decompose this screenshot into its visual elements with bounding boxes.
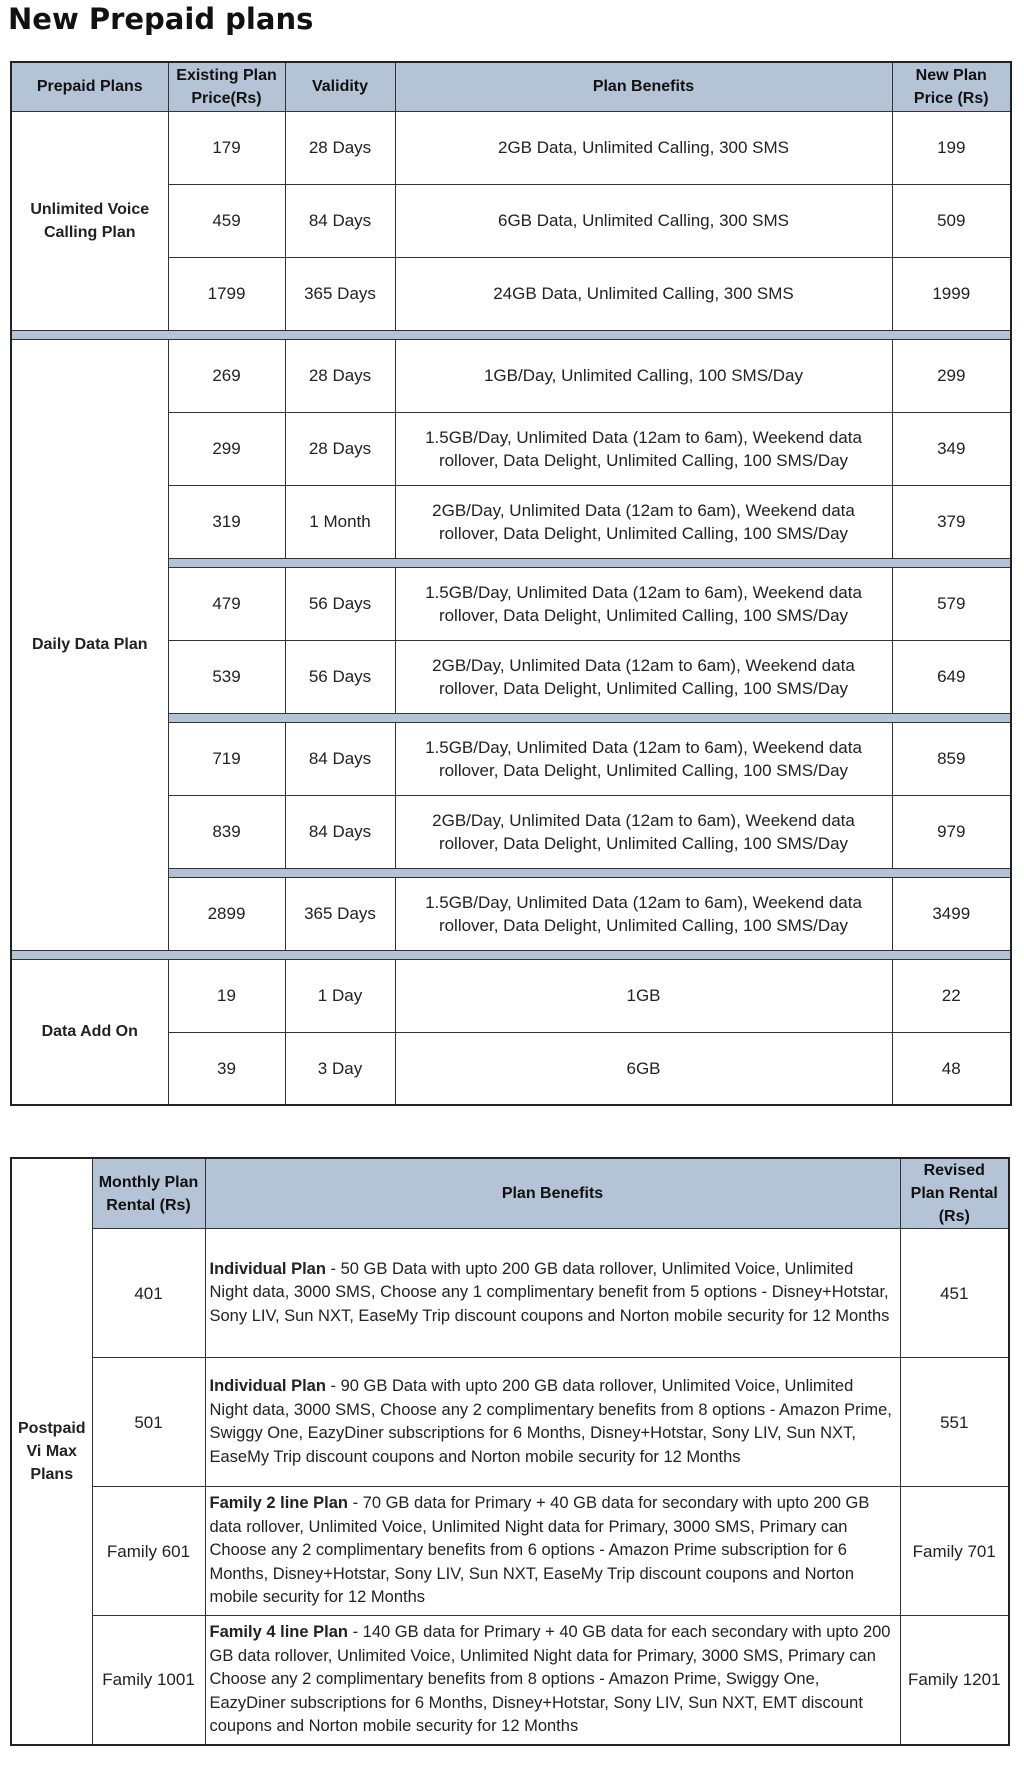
new-price: 859 — [892, 722, 1011, 795]
existing-price: 1799 — [168, 257, 285, 330]
header-monthly-rental: Monthly Plan Rental (Rs) — [92, 1158, 205, 1229]
validity: 56 Days — [285, 640, 395, 713]
group-unlimited-voice: Unlimited Voice Calling Plan — [11, 111, 168, 330]
new-price: 979 — [892, 795, 1011, 868]
plan-benefit: 1GB/Day, Unlimited Calling, 100 SMS/Day — [395, 339, 892, 412]
monthly-rental: 401 — [92, 1229, 205, 1358]
group-separator — [11, 330, 1011, 339]
table-row — [11, 339, 1011, 412]
monthly-rental: Family 601 — [92, 1487, 205, 1616]
validity: 84 Days — [285, 722, 395, 795]
header-validity: Validity — [285, 62, 395, 111]
new-price: 48 — [892, 1032, 1011, 1105]
revised-rental: Family 1201 — [900, 1616, 1009, 1745]
header-plan-benefits: Plan Benefits — [395, 62, 892, 111]
validity: 28 Days — [285, 111, 395, 184]
existing-price: 719 — [168, 722, 285, 795]
existing-price: 179 — [168, 111, 285, 184]
plan-benefit: 1.5GB/Day, Unlimited Data (12am to 6am), Weekend data rollover, Data Delight, Unlimited Calling, 100 SMS/Day — [395, 412, 892, 485]
new-price: 349 — [892, 412, 1011, 485]
table-row — [11, 1487, 1009, 1616]
existing-price: 2899 — [168, 877, 285, 950]
plan-benefit: 2GB Data, Unlimited Calling, 300 SMS — [395, 111, 892, 184]
revised-rental: 451 — [900, 1229, 1009, 1358]
new-price: 3499 — [892, 877, 1011, 950]
header-prepaid-plans: Prepaid Plans — [11, 62, 168, 111]
new-price: 579 — [892, 567, 1011, 640]
new-price: 1999 — [892, 257, 1011, 330]
table-row — [11, 959, 1011, 1032]
existing-price: 539 — [168, 640, 285, 713]
group-daily-data: Daily Data Plan — [11, 339, 168, 950]
plan-benefit: 2GB/Day, Unlimited Data (12am to 6am), Weekend data rollover, Data Delight, Unlimited Calling, 100 SMS/Day — [395, 640, 892, 713]
plan-benefit-text: - 90 GB Data with upto 200 GB data rollover, Unlimited Voice, Unlimited Night data, 3000 SMS, Choose any 2 complimentary benefits from 8 options - Amazon Prime, Swiggy One, EazyDiner subscriptions for 6 Months, Disney+Hotstar, Sony LIV, Sun NXT, EaseMy Trip discount coupons and Norton mobile security for 12 Months — [209, 1377, 892, 1466]
plan-benefit: 1.5GB/Day, Unlimited Data (12am to 6am), Weekend data rollover, Data Delight, Unlimited Calling, 100 SMS/Day — [395, 567, 892, 640]
plan-benefit: 6GB Data, Unlimited Calling, 300 SMS — [395, 184, 892, 257]
existing-price: 839 — [168, 795, 285, 868]
group-data-add-on: Data Add On — [11, 959, 168, 1105]
validity: 28 Days — [285, 339, 395, 412]
plan-name: Individual Plan — [209, 1259, 326, 1278]
validity: 365 Days — [285, 257, 395, 330]
plan-name: Family 4 line Plan — [209, 1623, 348, 1641]
new-price: 509 — [892, 184, 1011, 257]
header-plan-benefits: Plan Benefits — [205, 1158, 900, 1229]
validity: 84 Days — [285, 184, 395, 257]
validity: 1 Day — [285, 959, 395, 1032]
validity: 84 Days — [285, 795, 395, 868]
revised-rental: Family 701 — [900, 1487, 1009, 1616]
revised-rental: 551 — [900, 1358, 1009, 1487]
plan-benefit — [205, 1229, 900, 1358]
plan-benefit: 1GB — [395, 959, 892, 1032]
new-price: 22 — [892, 959, 1011, 1032]
new-price: 379 — [892, 485, 1011, 558]
new-price: 649 — [892, 640, 1011, 713]
validity: 365 Days — [285, 877, 395, 950]
plan-benefit — [205, 1616, 900, 1745]
validity: 28 Days — [285, 412, 395, 485]
existing-price: 479 — [168, 567, 285, 640]
plan-benefit — [205, 1358, 900, 1487]
table-row — [11, 111, 1011, 184]
header-revised-rental: Revised Plan Rental (Rs) — [900, 1158, 1009, 1229]
plan-benefit-text: - 70 GB data for Primary + 40 GB data for secondary with upto 200 GB data rollover, Unlimited Voice, Unlimited Night data for Primary, 3000 SMS, Primary can Choose any 2 complimentary benefits from 6 options - Amazon Prime subscription for 6 Months, Disney+Hotstar, Sony LIV, Sun NXT, EaseMy Trip discount coupons and Norton mobile security for 12 Months — [209, 1494, 870, 1607]
plan-benefit: 1.5GB/Day, Unlimited Data (12am to 6am), Weekend data rollover, Data Delight, Unlimited Calling, 100 SMS/Day — [395, 877, 892, 950]
plan-benefit: 2GB/Day, Unlimited Data (12am to 6am), Weekend data rollover, Data Delight, Unlimited Calling, 100 SMS/Day — [395, 795, 892, 868]
existing-price: 319 — [168, 485, 285, 558]
header-new-price: New Plan Price (Rs) — [892, 62, 1011, 111]
plan-benefit: 1.5GB/Day, Unlimited Data (12am to 6am), Weekend data rollover, Data Delight, Unlimited Calling, 100 SMS/Day — [395, 722, 892, 795]
existing-price: 459 — [168, 184, 285, 257]
plan-benefit-text: - 140 GB data for Primary + 40 GB data for each secondary with upto 200 GB data rollover, Unlimited Voice, Unlimited Night data for Primary, 3000 SMS, Primary can Choose any 2 complimentary benefits from 8 options - Amazon Prime, Swiggy One, EazyDiner subscriptions for 6 Months, Disney+Hotstar, Sony LIV, Sun NXT, EMT discount coupons and Norton mobile security for 12 Months — [209, 1623, 891, 1735]
plan-benefit-text: - 50 GB Data with upto 200 GB data rollover, Unlimited Voice, Unlimited Night data, 3000 SMS, Choose any 1 complimentary benefit from 5 options - Disney+Hotstar, Sony LIV, Sun NXT, EaseMy Trip discount coupons and Norton mobile security for 12 Months — [209, 1259, 890, 1325]
table-row — [11, 1358, 1009, 1487]
validity: 1 Month — [285, 485, 395, 558]
plan-name: Individual Plan — [209, 1377, 326, 1395]
plan-benefit — [205, 1487, 900, 1616]
monthly-rental: 501 — [92, 1358, 205, 1487]
table-row — [11, 1229, 1009, 1358]
new-price: 299 — [892, 339, 1011, 412]
prepaid-plans-table — [10, 61, 1012, 1106]
plan-benefit: 6GB — [395, 1032, 892, 1105]
postpaid-vi-max-label: Postpaid Vi Max Plans — [11, 1158, 92, 1745]
plan-name: Family 2 line Plan — [209, 1494, 348, 1513]
table-row — [11, 1616, 1009, 1745]
existing-price: 19 — [168, 959, 285, 1032]
validity: 56 Days — [285, 567, 395, 640]
plan-benefit: 2GB/Day, Unlimited Data (12am to 6am), Weekend data rollover, Data Delight, Unlimited Calling, 100 SMS/Day — [395, 485, 892, 558]
monthly-rental: Family 1001 — [92, 1616, 205, 1745]
page-title: New Prepaid plans — [8, 2, 314, 36]
existing-price: 269 — [168, 339, 285, 412]
table-header-row — [11, 62, 1011, 111]
validity: 3 Day — [285, 1032, 395, 1105]
existing-price: 39 — [168, 1032, 285, 1105]
header-existing-price: Existing Plan Price(Rs) — [168, 62, 285, 111]
new-price: 199 — [892, 111, 1011, 184]
existing-price: 299 — [168, 412, 285, 485]
table-header-row — [11, 1158, 1009, 1229]
plan-benefit: 24GB Data, Unlimited Calling, 300 SMS — [395, 257, 892, 330]
postpaid-plans-table — [10, 1157, 1010, 1746]
group-separator — [11, 950, 1011, 959]
